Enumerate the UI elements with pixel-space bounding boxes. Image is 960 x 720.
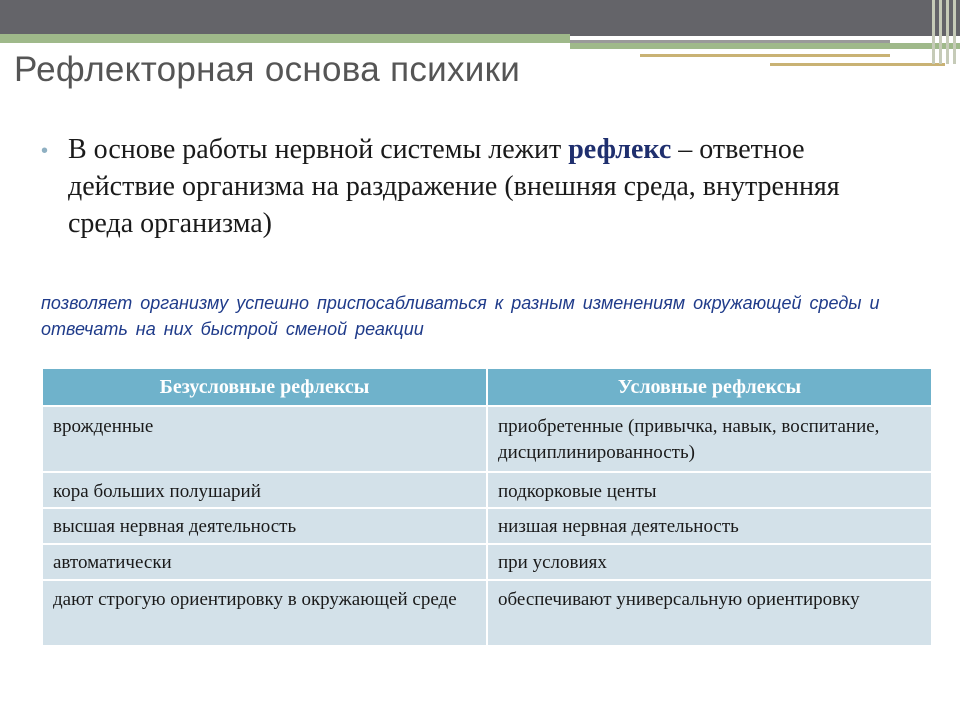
table-row (42, 508, 932, 544)
decorative-stripe (640, 54, 890, 57)
table-row (42, 472, 932, 508)
table-header-row (42, 368, 932, 406)
table-cell: приобретенные (привычка, навык, воспитание, дисциплинированность) (487, 406, 932, 472)
bullet-point (41, 131, 911, 242)
table-cell: врожденные (42, 406, 487, 472)
decorative-vertical-bar (953, 0, 956, 64)
table-row (42, 406, 932, 472)
table-cell: кора больших полушарий (42, 472, 487, 508)
italic-note: позволяет организму успешно приспосабливаться к разным изменениям окружающей среды и отвечать на них быстрой сменой реакции (41, 293, 880, 339)
bullet-text-after: – ответное действие организма на раздражение (внешняя среда, внутренняя среда организма) (68, 134, 840, 239)
table-row (42, 580, 932, 646)
table-cell: подкорковые центы (487, 472, 932, 508)
decorative-stripe (570, 43, 960, 49)
table-header-cell: Безусловные рефлексы (42, 368, 487, 406)
decorative-vertical-bar (932, 0, 935, 64)
decorative-stripe (0, 43, 570, 46)
table-cell: обеспечивают универсальную ориентировку (487, 580, 932, 646)
table-cell: при условиях (487, 544, 932, 580)
slide-title: Рефлекторная основа психики (14, 50, 521, 89)
decorative-vertical-bar (939, 0, 942, 64)
table-cell: высшая нервная деятельность (42, 508, 487, 544)
reflex-comparison-table (41, 367, 933, 647)
bullet-dot-icon: • (41, 140, 49, 162)
table-row (42, 544, 932, 580)
table-cell: низшая нервная деятельность (487, 508, 932, 544)
table-header-cell: Условные рефлексы (487, 368, 932, 406)
bullet-text (68, 131, 911, 242)
decorative-stripe (0, 34, 570, 43)
decorative-vertical-bar (946, 0, 949, 64)
decorative-stripe (770, 63, 945, 66)
bullet-keyword: рефлекс (568, 134, 672, 165)
table-cell: автоматически (42, 544, 487, 580)
table-cell: дают строгую ориентировку в окружающей среде (42, 580, 487, 646)
bullet-text-before: В основе работы нервной системы лежит (68, 134, 569, 165)
top-banner (0, 0, 960, 36)
